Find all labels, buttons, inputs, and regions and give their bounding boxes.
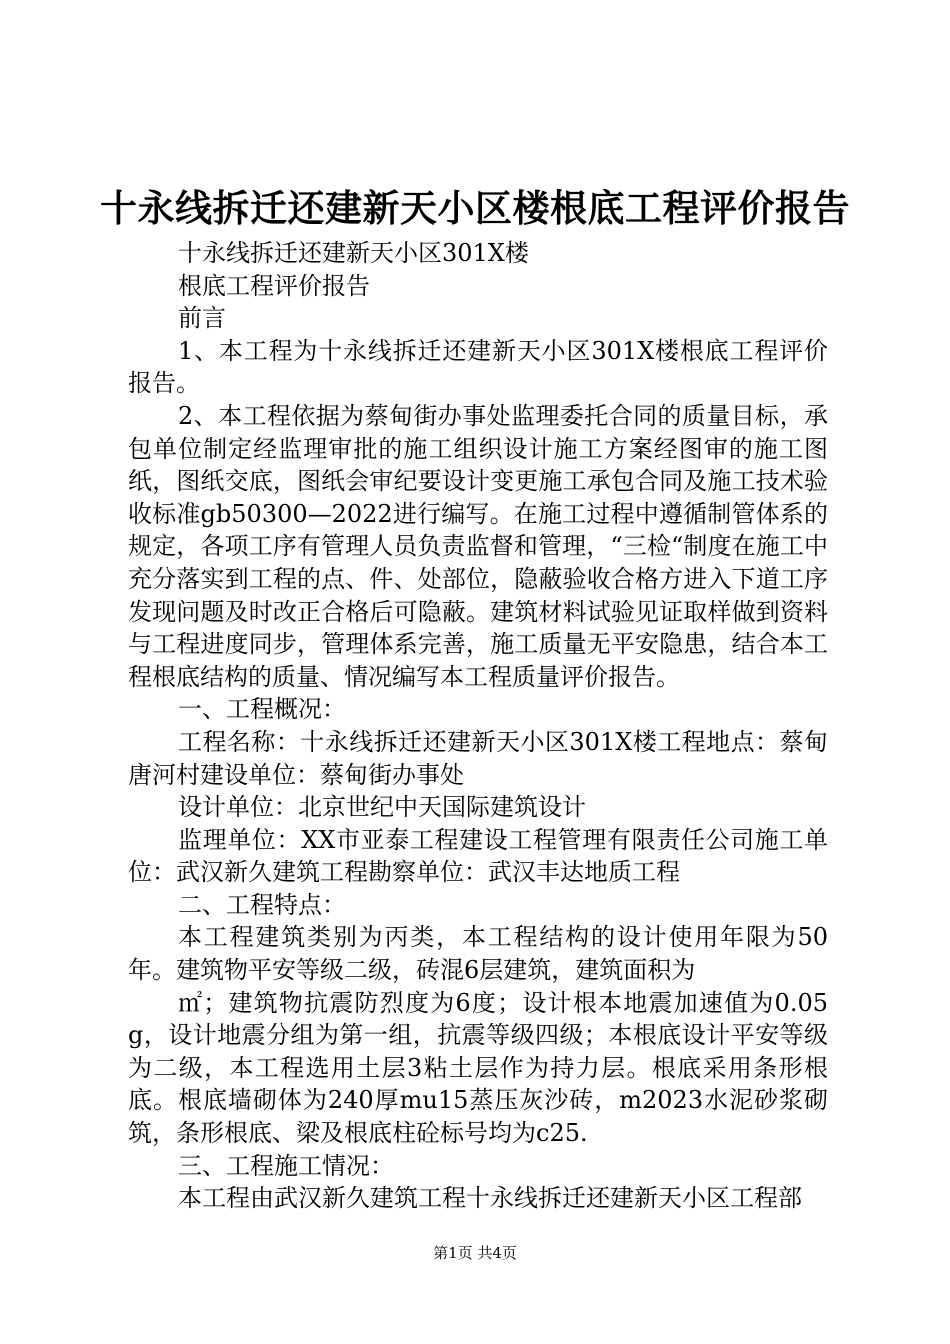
paragraph-design-unit: 设计单位：北京世纪中天国际建筑设计 xyxy=(178,793,586,822)
paragraph-construction-1: 本工程由武汉新久建筑工程十永线拆迁还建新天小区工程部 xyxy=(178,1184,802,1213)
paragraph-features-1: 本工程建筑类别为丙类，本工程结构的设计使用年限为50年。建筑物平安等级二级，砖混6层建筑，建筑面积为 xyxy=(128,923,828,985)
paragraph-features-2: ㎡；建筑物抗震防烈度为6度；设计根本地震加速值为0.05g，设计地震分组为第一组，抗震等级四级；本根底设计平安等级为二级，本工程选用土层3粘土层作为持力层。根底采用条形根底。根底墙砌体为240厚mu15蒸压灰沙砖，m2023水泥砂浆砌筑，条形根底、梁及根底柱砼标号均为c25. xyxy=(128,988,828,1148)
paragraph-subtitle-line-2: 根底工程评价报告 xyxy=(178,271,370,300)
paragraph-section-2-heading: 二、工程特点： xyxy=(178,890,346,919)
paragraph-preface-item-1: 1、本工程为十永线拆迁还建新天小区301X楼根底工程评价报告。 xyxy=(128,336,828,398)
paragraph-preface-heading: 前言 xyxy=(178,304,226,333)
paragraph-section-3-heading: 三、工程施工情况： xyxy=(178,1151,394,1180)
paragraph-subtitle-line-1: 十永线拆迁还建新天小区301X楼 xyxy=(178,239,529,267)
paragraph-preface-item-2: 2、本工程依据为蔡甸街办事处监理委托合同的质量目标，承包单位制定经监理审批的施工组织设计施工方案经图审的施工图纸，图纸交底，图纸会审纪要设计变更施工承包合同及施工技术验收标准gb50300—2022进行编写。在施工过程中遵循制管体系的规定，各项工序有管理人员负责监督和管理，“三检“制度在施工中充分落实到工程的点、件、处部位，隐蔽验收合格方进入下道工序发现问题及时改正合格后可隐蔽。建筑材料试验见证取样做到资料与工程进度同步，管理体系完善，施工质量无平安隐患，结合本工程根底结构的质量、情况编写本工程质量评价报告。 xyxy=(128,401,828,691)
paragraph-supervision-unit: 监理单位：XX市亚泰工程建设工程管理有限责任公司施工单位：武汉新久建筑工程勘察单位：武汉丰达地质工程 xyxy=(128,825,828,887)
document-body xyxy=(128,237,828,1215)
paragraph-section-1-heading: 一、工程概况： xyxy=(178,695,346,724)
document-title: 十永线拆迁还建新天小区楼根底工程评价报告 xyxy=(100,186,850,230)
paragraph-project-name: 工程名称：十永线拆迁还建新天小区301X楼工程地点：蔡甸唐河村建设单位：蔡甸街办事处 xyxy=(128,727,828,789)
page-number-footer: 第1页 共4页 xyxy=(433,1244,517,1262)
